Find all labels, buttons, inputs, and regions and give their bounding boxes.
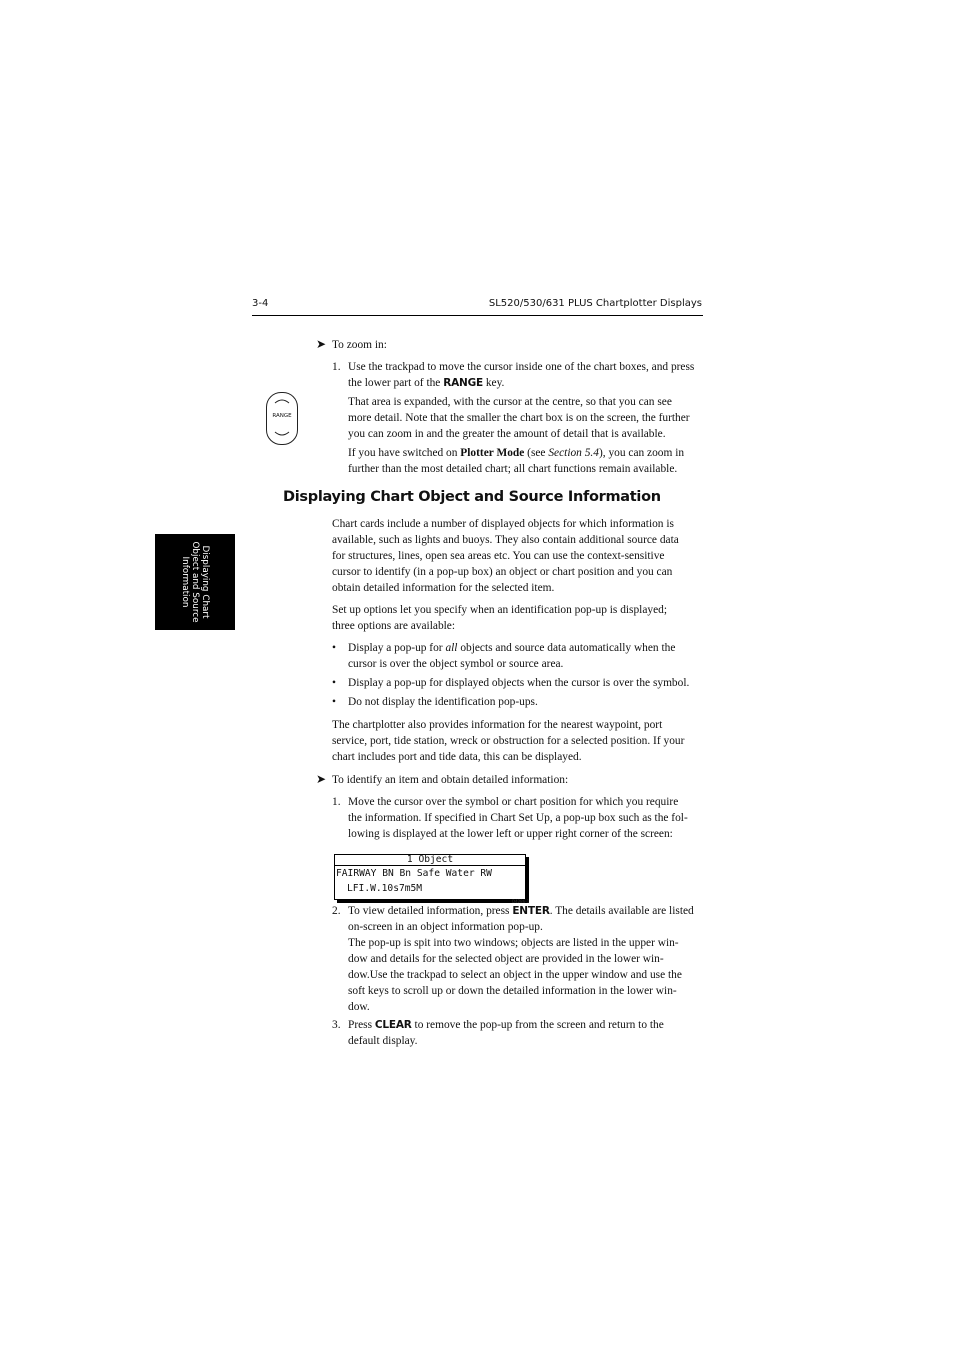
figure-code: D4286-1 — [512, 899, 530, 904]
zoom-para2: If you have switched on Plotter Mode (see Section 5.4), you can zoom in further than the most detailed chart; all chart functions remain available. — [348, 447, 685, 475]
identify-step1: Move the cursor over the symbol or chart position for which you require the information. If specified in Chart Set Up, a pop-up box such as the fol- lowing is displayed at the lower left or upper right corner of the screen: — [348, 796, 688, 840]
header-rule — [252, 315, 703, 316]
page-number: 3-4 — [252, 298, 269, 309]
section-para3: The chartplotter also provides information for the nearest waypoint, port service, port, tide station, wreck or obstruction for a selected position. If your chart includes port and tide data, this can be displayed. — [332, 719, 685, 763]
arrow-bullet-icon: ➤ — [316, 772, 327, 786]
section-side-tab — [155, 534, 235, 630]
zoom-para1: That area is expanded, with the cursor at the centre, so that you can see more detail. Note that the smaller the chart box is on the screen, the further you can zoom in and the greater the amount of detail that is available. — [348, 396, 690, 440]
popup-line-2: LFI.W.10s7m5M — [347, 883, 423, 894]
zoom-step1-line2: the lower part of the RANGE key. — [348, 377, 505, 389]
bullet-3: Do not display the identification pop-ups. — [348, 696, 538, 708]
section-heading: Displaying Chart Object and Source Information — [283, 489, 661, 505]
range-key-illustration — [266, 392, 298, 445]
identify-step-number: 1. — [332, 796, 341, 808]
bullet-dot: • — [332, 677, 336, 689]
popup-line-1: FAIRWAY BN Bn Safe Water RW — [336, 868, 492, 879]
identify-step3: Press CLEAR to remove the pop-up from the screen and return to the default display. — [348, 1019, 664, 1047]
side-tab-text: Displaying Chart Object and Source Information — [180, 541, 210, 623]
identify-step-number: 3. — [332, 1019, 341, 1031]
zoom-step1-line1: Use the trackpad to move the cursor inside one of the chart boxes, and press — [348, 361, 695, 373]
arrow-bullet-icon: ➤ — [316, 337, 327, 351]
popup-title: 1 Object — [335, 855, 525, 866]
range-key-name: RANGE — [443, 377, 483, 389]
running-title: SL520/530/631 PLUS Chartplotter Displays — [488, 298, 702, 309]
identify-step-number: 2. — [332, 905, 341, 917]
range-key-label: RANGE — [272, 413, 292, 419]
zoom-step-number: 1. — [332, 361, 341, 373]
bullet-dot: • — [332, 696, 336, 708]
identify-step2: To view detailed information, press ENTER. The details available are listed on-screen in an object information pop-up. The pop-up is spit into two windows; objects are listed in the upper win- dow and details for the selected object are provided in the lower win- dow.Use the trackpad to select an object in the upper window and use the soft keys to scroll up or down the detailed information in the lower win- dow. — [348, 905, 694, 1013]
section-para1: Chart cards include a number of displayed objects for which information is available, such as lights and buoys. They also contain additional source data for structures, lines, open sea areas etc. You can use the context-sensitive cursor to identify (in a pop-up box) an object or chart position and you can obtain detailed information for the selected item. — [332, 518, 679, 594]
object-popup-illustration — [334, 854, 526, 900]
zoom-intro: To zoom in: — [332, 339, 387, 351]
identify-intro: To identify an item and obtain detailed information: — [332, 774, 569, 786]
clear-key-name: CLEAR — [374, 1019, 412, 1031]
down-arc-icon — [274, 431, 290, 437]
bullet-1: Display a pop-up for all objects and source data automatically when the cursor is over the object symbol or source area. — [348, 642, 676, 670]
enter-key-name: ENTER — [512, 905, 550, 917]
section-para2: Set up options let you specify when an identification pop-up is displayed; three options are available: — [332, 604, 668, 632]
bullet-dot: • — [332, 642, 336, 654]
bullet-2: Display a pop-up for displayed objects when the cursor is over the symbol. — [348, 677, 690, 689]
up-arc-icon — [274, 398, 290, 404]
